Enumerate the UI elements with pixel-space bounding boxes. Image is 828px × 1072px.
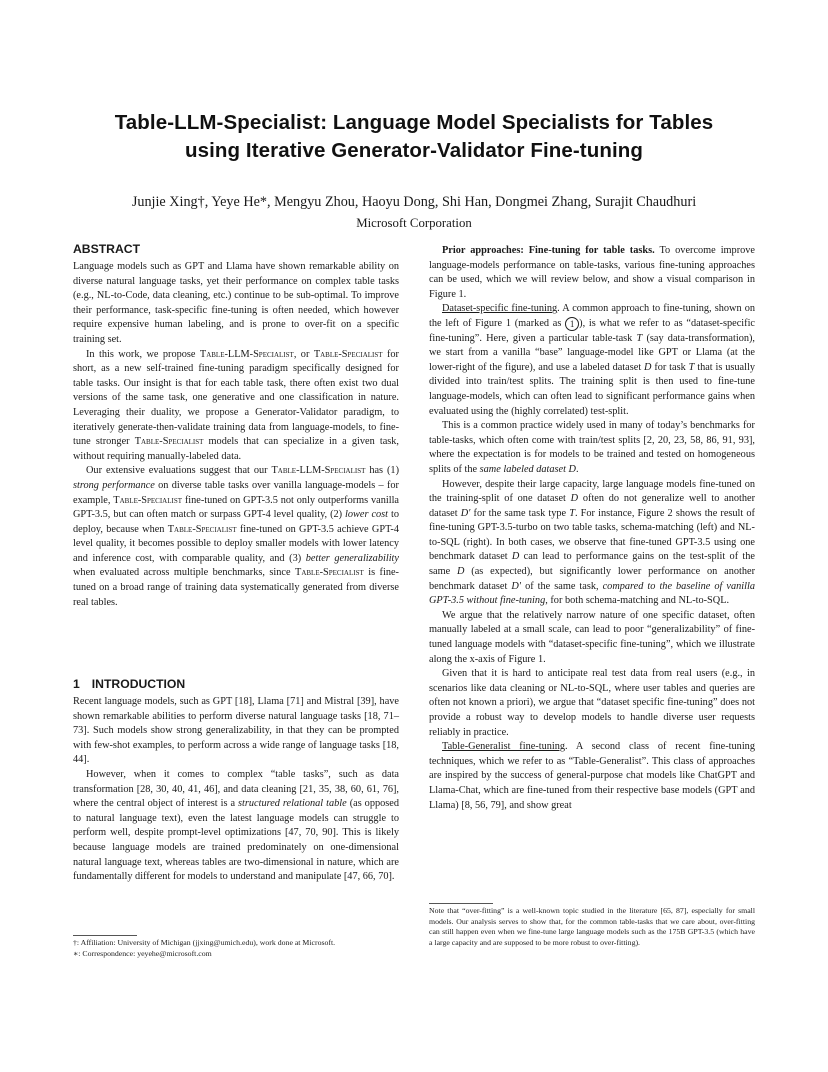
text: fine-tuned on GPT-3.5 not only outperforms vanilla GPT-3.5, but can often match or surpass GPT-4 level quality, (2) <box>73 494 400 521</box>
emphasis: same labeled dataset D <box>479 463 576 475</box>
paragraph-heading: Prior approaches: Fine-tuning for table tasks. <box>442 245 655 256</box>
affiliation: Microsoft Corporation <box>356 216 472 230</box>
text: when evaluated across multiple benchmarks, since <box>73 567 296 579</box>
section-title: INTRODUCTION <box>91 677 186 691</box>
generalization-paragraph <box>429 478 755 609</box>
prior-approaches-paragraph <box>429 244 755 302</box>
emphasis: structured relational table <box>238 798 347 810</box>
footnote-correspondence: ∗: Correspondence: yeyehe@microsoft.com <box>73 948 212 958</box>
text: often do not generalize well to another dataset <box>429 493 755 519</box>
real-users-paragraph: Given that it is hard to anticipate real test data from real users (e.g., in scenarios like data cleaning or NL-to-SQL, where user tables and queries are often not known a priori), we argue that “dataset specific fine-tuning” does not provide a robust way to develop models to handle diverse user requests reliably in practice. <box>429 668 755 738</box>
text: Our extensive evaluations suggest that our <box>86 465 272 477</box>
arxiv-watermark <box>4 290 68 750</box>
text: on diverse table tasks over vanilla language-models – for example, <box>73 479 399 506</box>
section-number: 1 <box>73 677 80 691</box>
text: This is a common practice widely used in many of today’s benchmarks for table-tasks, which often come with train/test splits [2, 20, 23, 58, 86, 91, 93], where the expectation is for models to be trained and tested on homogeneous splits of the <box>429 420 755 475</box>
method-name: Table-Specialist <box>134 436 204 448</box>
text: . A second class of recent fine-tuning techniques, which we refer to as “Table-Generalist”. This class of approaches are inspired by the success of general-purpose chat models like ChatGPT and Llama-Chat, which are fine-tuned from their respective base models (GPT and Llama) [8, 56, 79], and show great <box>429 741 755 811</box>
math-symbol: D <box>457 566 465 578</box>
dataset-specific-paragraph <box>429 302 755 419</box>
table-generalist-paragraph <box>429 740 755 813</box>
emphasis: strong performance <box>73 479 155 491</box>
right-column <box>429 244 755 813</box>
footnote-rule-left <box>73 935 137 936</box>
math-symbol: D <box>511 551 520 563</box>
paper-title-line-1: Table-LLM-Specialist: Language Model Specialists for Tables <box>114 111 714 134</box>
left-column <box>73 242 399 610</box>
argument-paragraph: We argue that the relatively narrow nature of one specific dataset, often manually labeled at a small scale, can lead to poor “generalizability” of fine-tuned language models with “dataset-specific fine-tuning”, which we illustrate along the x-axis of Figure 1. <box>429 609 755 665</box>
text: However, when it comes to complex “table tasks”, such as data transformation [28, 30, 40, 41, 46], and data cleaning [21, 35, 38, 60, 61, 76], where the central object of interest is a <box>73 768 399 810</box>
method-name: Table-LLM-Specialist <box>271 465 366 477</box>
text: to deploy, because when <box>73 509 400 535</box>
footnote-over-fitting: Note that “over-fitting” is a well-known topic studied in the literature [65, 87], especially for small models. Our analysis serves to show that, for the common table-tasks that we care about, over-fitting can still happen even when we fine-tune large language models such as the 175B GPT-3.5 (which have a large capacity and are supposed to be more robust to over-fitting). <box>429 906 755 947</box>
abstract-paragraph-3 <box>73 464 399 610</box>
math-symbol: T <box>688 361 695 373</box>
math-symbol: D′ <box>511 580 522 592</box>
text: . A common approach to fine-tuning, shown on the left of Figure 1 (marked as <box>429 303 755 329</box>
text: models that can specialize in a given task, without requiring manually-labeled data. <box>73 436 399 462</box>
text: . <box>576 463 579 475</box>
intro-paragraph-1: Recent language models, such as GPT [18], Llama [71] and Mistral [39], have shown remarkable abilities to perform diverse natural language tasks [18, 71–73]. Such models show strong generalizability, in that they can be prompted with few-shot examples, to perform across a wide range of language tasks [18, 44]. <box>73 696 399 766</box>
intro-paragraph-2 <box>73 768 399 885</box>
emphasis: lower cost <box>345 509 389 521</box>
math-symbol: D <box>644 361 652 373</box>
text: (say data-transformation), we start from a vanilla “base” language-model like GPT or Llama (at the lower-right of the figure), and use a labeled dataset <box>429 332 755 373</box>
abstract-paragraph-2 <box>73 348 399 465</box>
paper-title-line-2: using Iterative Generator-Validator Fine-tuning <box>184 139 644 162</box>
paragraph-heading: Dataset-specific fine-tuning <box>442 303 558 315</box>
math-symbol: T <box>636 332 643 344</box>
emphasis: compared to the baseline of vanilla GPT-3.5 without fine-tuning <box>429 580 755 607</box>
text: for the same task type <box>470 507 570 519</box>
method-name: Table-LLM-Specialist <box>199 348 294 360</box>
abstract-paragraph-1: Language models such as GPT and Llama have shown remarkable ability on diverse natural language tasks, yet their performance on complex table tasks (e.g., NL-to-Code, data cleaning, etc.) continue to be sub-optimal. To improve their performance, task-specific fine-tuning is often needed, which however require expensive human labeling, and is prone to over-fit on a specific training set. <box>73 261 399 345</box>
benchmark-paragraph <box>429 419 755 477</box>
text: However, despite their large capacity, large language models fine-tuned on the training-split of one dataset <box>429 478 755 505</box>
math-symbol: T <box>569 507 575 519</box>
text: is fine-tuned on a broad range of training data systematically generated from diverse real tables. <box>73 567 399 608</box>
text: has (1) <box>365 465 400 477</box>
introduction-heading <box>73 677 399 692</box>
text: of the same task, <box>521 580 603 592</box>
abstract-heading: ABSTRACT <box>73 242 141 256</box>
footnote-affiliation: †: Affiliation: University of Michigan (jjxing@umich.edu), work done at Microsoft. <box>73 938 336 947</box>
text: (as expected), but significantly lower performance on another benchmark dataset <box>429 566 755 592</box>
text: for task <box>651 361 689 373</box>
math-symbol: D′ <box>460 507 471 519</box>
text: can lead to performance gains on the test-split of the same <box>429 551 755 578</box>
paragraph-heading: Table-Generalist fine-tuning <box>442 741 566 753</box>
text: ), is what we refer to as “dataset-specific fine-tuning”. Here, given a particular table-task <box>429 317 755 344</box>
footnote-rule-right <box>429 903 493 904</box>
text: that is usually divided into train/test splits. The training split is then used to fine-tune language-models, which can often lead to significant performance gains when evaluated using the (highly correlated) test-split. <box>429 361 755 417</box>
arxiv-watermark-svg <box>4 290 68 750</box>
author-list: Junjie Xing†, Yeye He*, Mengyu Zhou, Haoyu Dong, Shi Han, Dongmei Zhang, Surajit Chaudhuri <box>131 194 697 210</box>
emphasis: better generalizability <box>305 552 399 564</box>
text: (as opposed to natural language text), even the latest language models can struggle to perform well, despite prompt-level optimizations [47, 70, 90]. This is likely because language models are trained predominately on one-dimensional natural language text, whereas tables are two-dimensional in nature, which are fundamentally different for models to understand and manipulate [47, 66, 70]. <box>73 798 399 883</box>
method-name: Table-Specialist <box>313 348 383 360</box>
text: , or <box>293 348 314 360</box>
math-symbol: D <box>570 493 579 505</box>
method-name: Table-Specialist <box>113 494 183 506</box>
circled-number-marker: 1 <box>565 317 579 331</box>
text: for short, as a new self-trained fine-tuning paradigm specifically designed for table tasks. Our insight is that for each table task, there often exist two dual versions of the same task, one generative and one classification in nature. Leveraging their duality, we propose a Generator-Validator paradigm, to iteratively generate-then-validate training data from language-models, to fine-tune stronger <box>73 348 399 448</box>
method-name: Table-Specialist <box>167 523 237 535</box>
text: fine-tuned on GPT-3.5 achieve GPT-4 level quality, it becomes possible to deploy smaller models with lower latency and inference cost, with comparable quality, and (3) <box>73 523 400 564</box>
text: In this work, we propose <box>86 348 200 360</box>
text: . For instance, Figure 2 shows the result of fine-tuning GPT-3.5-turbo on two table tasks, schema-matching (left) and NL-to-SQL (right). In both cases, we observe that fine-tuned GPT-3.5 using one benchmark dataset <box>429 507 755 563</box>
text: , for both schema-matching and NL-to-SQL. <box>545 595 730 607</box>
text: To overcome improve language-models performance on table-tasks, various fine-tuning approaches can be used, which we will review below, and show a visual comparison in Figure 1. <box>429 245 756 300</box>
footnotes-left <box>73 938 403 959</box>
introduction-section <box>73 677 399 885</box>
method-name: Table-Specialist <box>295 567 364 579</box>
